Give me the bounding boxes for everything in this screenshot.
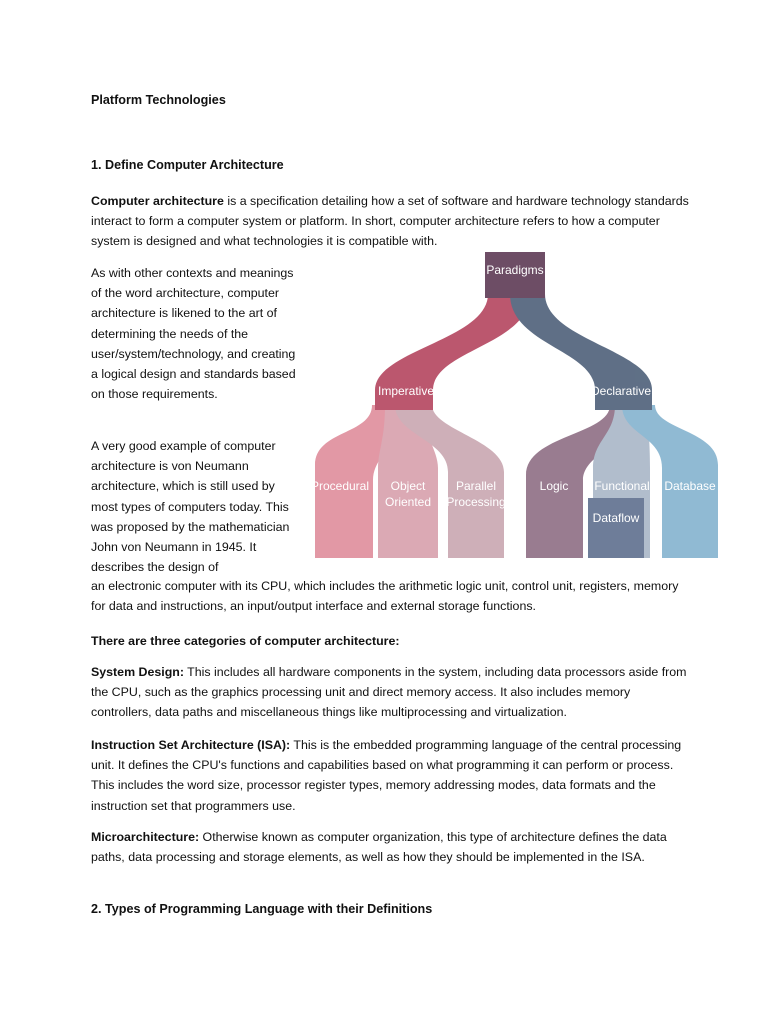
category-text: This includes all hardware components in the system, including data processors aside from the CPU, such as the graphics processing unit and direct memory access. It also includes memory controllers, data paths and miscellaneous things like multiprocessing and virtualization. (91, 665, 687, 720)
object-label-line1: Object (390, 479, 426, 493)
category-label: System Design: (91, 665, 184, 679)
architecture-paragraph: As with other contexts and meanings of the word architecture, computer architecture is likened to the art of determining the needs of the user/system/technology, and creating a logical design and standards based on those requirements. (91, 266, 296, 402)
category-system-design (91, 662, 691, 723)
document-title: Platform Technologies (91, 93, 226, 107)
dataflow-label: Dataflow (592, 511, 640, 525)
intro-paragraph (91, 191, 691, 252)
declarative-label: Declarative (590, 384, 652, 398)
category-label: Microarchitecture: (91, 830, 200, 844)
parallel-label-line1: Parallel (455, 479, 497, 493)
logic-label: Logic (539, 479, 569, 493)
paradigms-diagram (310, 250, 720, 562)
procedural-label: Procedural (310, 479, 370, 493)
section-2-heading: 2. Types of Programming Language with their Definitions (91, 902, 433, 916)
imperative-label: Imperative (377, 384, 435, 398)
functional-label: Functional (594, 479, 650, 493)
dataflow-node (588, 498, 644, 558)
von-neumann-paragraph: A very good example of computer architecture is von Neumann architecture, which is still used by most types of computers today. This was proposed by the mathematician John von Neumann in 1945. It describes the design of (91, 439, 290, 575)
paradigms-label: Paradigms (486, 263, 544, 277)
category-text: This is the embedded programming language of the central processing unit. It defines the CPU's functions and capabilities based on what programming it can perform or process. This includes the word size, processor register types, memory addressing modes, data formats and the instruction set that programmers use. (91, 738, 682, 813)
parallel-label-line2: Processing (446, 495, 506, 509)
category-microarchitecture (91, 827, 691, 867)
category-isa (91, 735, 691, 816)
section-1-heading: 1. Define Computer Architecture (91, 158, 284, 172)
object-label-line2: Oriented (384, 495, 432, 509)
category-label: Instruction Set Architecture (ISA): (91, 738, 291, 752)
category-text: Otherwise known as computer organization, this type of architecture defines the data paths, data processing and storage elements, as well as how they should be implemented in the ISA. (91, 830, 667, 865)
intro-term: Computer architecture (91, 194, 224, 208)
categories-heading: There are three categories of computer architecture: (91, 634, 400, 648)
intro-text: is a specification detailing how a set of software and hardware technology standards interact to form a computer system or platform. In short, computer architecture refers to how a computer system is designed and what technologies it is compatible with. (91, 194, 689, 249)
von-neumann-continued: an electronic computer with its CPU, which includes the arithmetic logic unit, control unit, registers, memory for data and instructions, an input/output interface and external storage functions. (91, 579, 679, 614)
database-label: Database (664, 479, 716, 493)
